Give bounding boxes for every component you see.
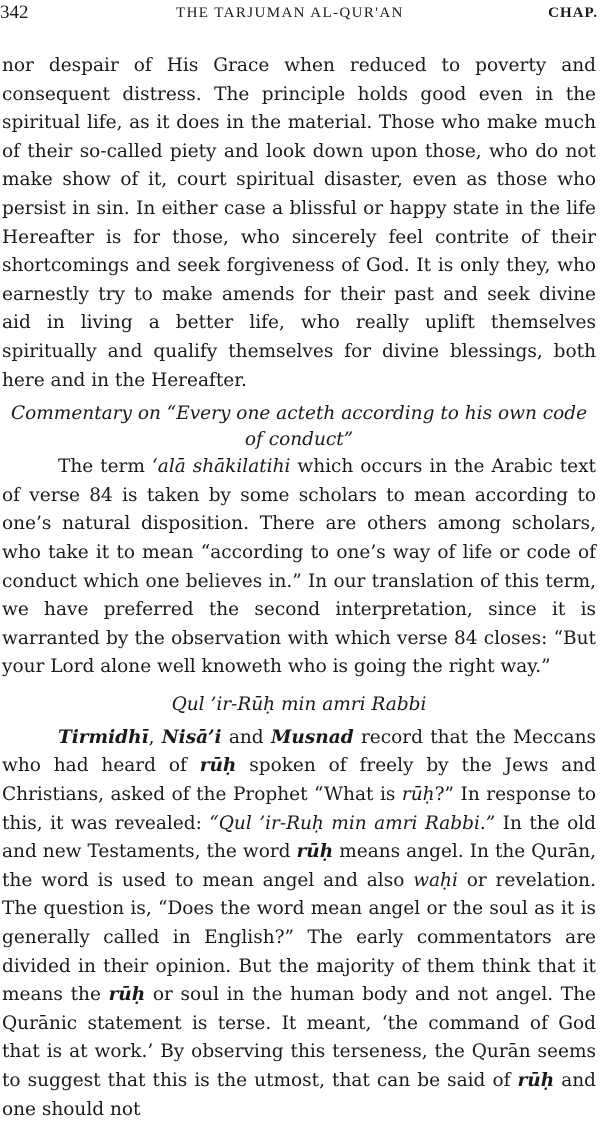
source-name: Musnad	[270, 726, 354, 748]
arabic-term: ‘alā shākilatihi	[151, 456, 291, 478]
source-name: Nisā’i	[161, 726, 222, 748]
paragraph-1: nor despair of His Grace when reduced to poverty and consequent distress. The principle holds good even in the spiritual life, as it does in the material. Those who make much of their so-called piety and look down upon those, who do not make show of it, court spiritual disaster, even as those who persist in sin. In either case a blissful or happy state in the life Hereafter is for those, who sincerely feel contrite of their shortcomings and seek forgiveness of God. It is only they, who earnestly try to make amends for their past and seek divine aid in living a better life, who really uplift themselves spiritually and qualify themselves for divine blessings, both here and in the Hereafter.	[2, 55, 596, 391]
page-number: 342	[0, 2, 29, 23]
arabic-quote: “Qul ’ir-Ruḥ min amri Rabbi.”	[209, 812, 496, 834]
arabic-term: rūḥ	[517, 1070, 555, 1091]
source-name: Tirmidhī	[58, 726, 149, 748]
chapter-label: CHAP.	[548, 5, 598, 21]
arabic-term: rūḥ	[401, 784, 435, 806]
text-run: record that the Meccans who had heard of	[2, 726, 596, 777]
body-text	[2, 52, 596, 1124]
text-run: ?” In response to this, it was revealed:	[2, 784, 596, 834]
section-heading-qul-ir-ruh: Qul ’ir-Rūḥ min amri Rabbi	[171, 693, 427, 715]
running-title: THE TARJUMAN AL-QUR'AN	[176, 5, 404, 21]
arabic-term: waḥi	[413, 869, 458, 891]
section-heading-commentary: Commentary on “Every one acteth according to his own code of conduct”	[10, 403, 588, 451]
paragraph-3	[2, 724, 596, 1124]
text-run: The term	[58, 456, 152, 478]
arabic-term: rūḥ	[296, 841, 334, 863]
text-run: means angel. In the Qurān, the word is used to mean angel and also	[2, 841, 597, 891]
paragraph-2	[2, 453, 596, 682]
text-run: spoken of freely by the Jews and Christians, asked of the Prophet “What is	[2, 755, 596, 806]
text-run: ,	[148, 726, 162, 748]
text-run: In the old and new Testaments, the word	[2, 812, 596, 863]
text-run: and one should not	[2, 1070, 596, 1120]
arabic-term: rūḥ	[199, 755, 237, 777]
text-run: which occurs in the Arabic text of verse 84 is taken by some scholars to mean according to one’s natural disposition. There are others among scholars, who take it to mean “according to one’s way of life or code of conduct which one believes in.” In our translation of this term, we have preferred the second interpretation, since it is warranted by the observation with which verse 84 closes: “But your Lord alone well knoweth who is going the right way.”	[2, 456, 596, 678]
page-header	[0, 2, 600, 28]
arabic-term: rūḥ	[108, 984, 146, 1006]
text-run: or revelation. The question is, “Does the word mean angel or the soul as it is generally called in English?” The early commentators are divided in their opinion. But the majority of them think that it means the	[2, 869, 596, 1006]
text-run: and	[221, 726, 271, 748]
text-run: or soul in the human body and not angel. The Qurānic statement is terse. It meant, ‘the command of God that is at work.’ By observing this terseness, the Qurān seems to suggest that this is the utmost, that can be said of	[2, 984, 596, 1091]
